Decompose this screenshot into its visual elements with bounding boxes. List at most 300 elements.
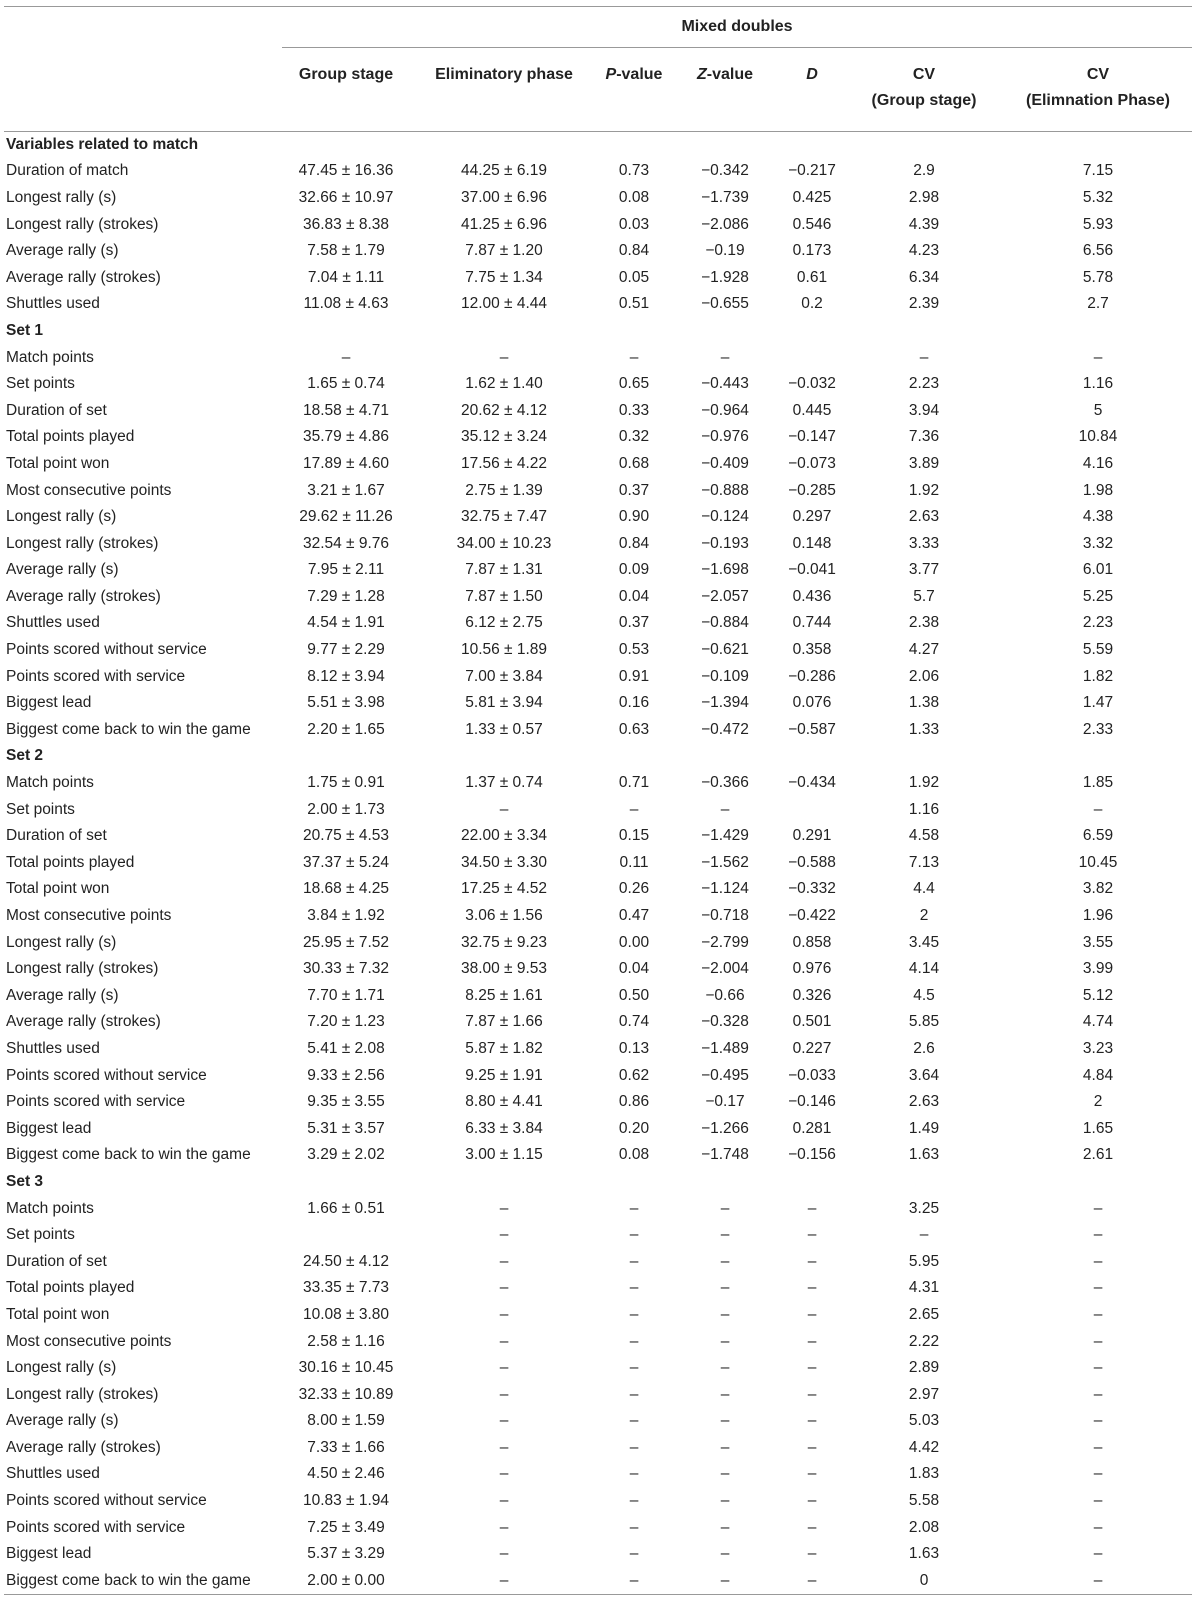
row-label: Longest rally (strokes) — [6, 215, 159, 233]
table-cell: 7.87 ± 1.20 — [465, 242, 543, 260]
empty-cell — [1004, 743, 1192, 770]
table-cell: 8.00 ± 1.59 — [307, 1412, 385, 1430]
table-row — [4, 158, 1192, 185]
table-cell: 6.34 — [908, 268, 940, 286]
table-cell: – — [629, 800, 639, 818]
table-row — [4, 850, 1192, 877]
table-cell: 4.50 ± 2.46 — [307, 1465, 385, 1483]
table-row — [4, 1222, 1192, 1249]
table-cell: 0.858 — [792, 933, 832, 951]
table-cell: 4.38 — [1082, 508, 1114, 526]
empty-cell — [410, 1169, 598, 1196]
table-cell: 0.32 — [618, 428, 650, 446]
table-cell: – — [499, 1412, 509, 1430]
table-cell: −0.156 — [788, 1146, 836, 1164]
row-label: Set points — [6, 800, 75, 818]
table-cell: 2.6 — [913, 1039, 935, 1057]
table-cell: – — [629, 1465, 639, 1483]
section-header-row — [4, 1169, 1192, 1196]
empty-cell — [282, 743, 410, 770]
table-cell: 17.89 ± 4.60 — [302, 454, 390, 472]
table-cell: −2.799 — [701, 933, 749, 951]
row-label: Longest rally (s) — [6, 933, 117, 951]
row-label: Average rally (strokes) — [6, 268, 161, 286]
empty-cell — [670, 743, 780, 770]
table-cell: 0.71 — [618, 774, 650, 792]
table-cell: −1.562 — [701, 853, 749, 871]
table-cell: 0.33 — [618, 401, 650, 419]
table-cell: 1.63 — [908, 1146, 940, 1164]
table-cell: – — [629, 1545, 639, 1563]
table-cell: 7.87 ± 1.50 — [465, 587, 543, 605]
table-row — [4, 477, 1192, 504]
table-cell: 2.75 ± 1.39 — [465, 481, 543, 499]
table-row — [4, 823, 1192, 850]
table-cell: 0.15 — [618, 827, 650, 845]
table-cell: 0.173 — [792, 242, 832, 260]
table-cell: −0.434 — [788, 774, 836, 792]
row-label: Most consecutive points — [6, 907, 172, 925]
row-label: Longest rally (s) — [6, 188, 117, 206]
table-cell: 2.39 — [908, 295, 940, 313]
table-cell: −0.621 — [701, 641, 749, 659]
table-cell: 0.08 — [618, 1146, 650, 1164]
table-cell: – — [780, 1568, 844, 1595]
table-cell: 0.976 — [792, 960, 832, 978]
row-label: Points scored without service — [6, 641, 207, 659]
table-row — [4, 956, 1192, 983]
table-cell: – — [807, 1332, 817, 1350]
table-cell: −0.146 — [788, 1093, 836, 1111]
table-cell: −0.19 — [705, 242, 745, 260]
table-cell: – — [807, 1545, 817, 1563]
table-cell: 1.16 — [1082, 375, 1114, 393]
row-label: Duration of set — [6, 401, 107, 419]
table-cell: – — [1093, 1518, 1103, 1536]
table-cell: 3.33 — [908, 534, 940, 552]
table-cell: 2.20 ± 1.65 — [307, 720, 385, 738]
table-cell: – — [720, 1385, 730, 1403]
empty-cell — [410, 132, 598, 159]
table-row — [4, 530, 1192, 557]
table-cell: – — [720, 1279, 730, 1297]
row-label: Longest rally (strokes) — [6, 1385, 159, 1403]
table-row — [4, 1408, 1192, 1435]
table-row — [4, 1541, 1192, 1568]
table-row — [4, 903, 1192, 930]
table-cell: – — [1093, 1412, 1103, 1430]
row-label: Longest rally (strokes) — [6, 960, 159, 978]
table-cell: 37.00 ± 6.96 — [460, 188, 548, 206]
table-row — [4, 211, 1192, 238]
empty-cell — [670, 318, 780, 345]
table-cell: −2.086 — [701, 215, 749, 233]
table-cell: 9.33 ± 2.56 — [307, 1066, 385, 1084]
table-cell: 4.14 — [908, 960, 940, 978]
table-cell: 41.25 ± 6.96 — [460, 215, 548, 233]
table-row — [4, 584, 1192, 611]
row-label: Average rally (s) — [6, 1412, 119, 1430]
table-cell: 4.16 — [1082, 454, 1114, 472]
row-label: Points scored with service — [6, 1518, 186, 1536]
table-cell: 7.87 ± 1.31 — [465, 561, 543, 579]
row-label: Average rally (s) — [6, 242, 119, 260]
table-cell: 2.61 — [1082, 1146, 1114, 1164]
table-cell: – — [1093, 1305, 1103, 1323]
table-cell: – — [807, 1252, 817, 1270]
table-cell: −1.429 — [701, 827, 749, 845]
col-header-group-stage: Group stage — [282, 48, 410, 132]
row-label: Total point won — [6, 454, 110, 472]
table-cell: – — [1093, 1226, 1103, 1244]
table-cell — [282, 1222, 410, 1249]
table-cell: −1.739 — [701, 188, 749, 206]
row-label: Longest rally (strokes) — [6, 534, 159, 552]
table-cell: 2.06 — [908, 667, 940, 685]
table-cell: – — [670, 1568, 780, 1595]
table-cell: 5.51 ± 3.98 — [307, 694, 385, 712]
table-cell: 18.58 ± 4.71 — [302, 401, 390, 419]
table-cell: 44.25 ± 6.19 — [460, 162, 548, 180]
table-cell: 0.53 — [618, 641, 650, 659]
table-cell: – — [1004, 1568, 1192, 1595]
empty-cell — [670, 1169, 780, 1196]
table-cell: – — [499, 348, 509, 366]
row-label: Biggest lead — [6, 1119, 92, 1137]
table-cell: 1.92 — [908, 774, 940, 792]
table-row — [4, 397, 1192, 424]
table-cell: 3.84 ± 1.92 — [307, 907, 385, 925]
col-header-cv-group: CV (Group stage) — [844, 48, 1004, 132]
table-cell: – — [807, 1492, 817, 1510]
row-label: Average rally (s) — [6, 986, 119, 1004]
table-cell: 32.75 ± 9.23 — [460, 933, 548, 951]
table-row — [4, 610, 1192, 637]
col-header-p-value: P-value — [598, 48, 670, 132]
table-cell: 5.81 ± 3.94 — [465, 694, 543, 712]
table-cell: 3.23 — [1082, 1039, 1114, 1057]
table-cell: 0.47 — [618, 907, 650, 925]
row-label: Biggest come back to win the game — [6, 720, 251, 738]
section-title: Set 1 — [6, 321, 44, 339]
table-row — [4, 1115, 1192, 1142]
table-row — [4, 1142, 1192, 1169]
table-cell: 1.47 — [1082, 694, 1114, 712]
table-cell: – — [1093, 1332, 1103, 1350]
table-cell: – — [499, 1438, 509, 1456]
table-cell: 3.45 — [908, 933, 940, 951]
table-cell: 4.84 — [1082, 1066, 1114, 1084]
table-cell: 3.29 ± 2.02 — [307, 1146, 385, 1164]
table-cell: 2.63 — [908, 1093, 940, 1111]
table-cell: 4.74 — [1082, 1013, 1114, 1031]
table-cell: −0.366 — [701, 774, 749, 792]
table-cell: −1.698 — [701, 561, 749, 579]
row-label: Points scored with service — [6, 1093, 186, 1111]
empty-cell — [1004, 1169, 1192, 1196]
table-cell: – — [629, 1518, 639, 1536]
table-cell: −0.587 — [788, 720, 836, 738]
table-row — [4, 1328, 1192, 1355]
table-cell: – — [720, 1199, 730, 1217]
table-cell: – — [629, 1305, 639, 1323]
table-cell: 30.16 ± 10.45 — [298, 1359, 394, 1377]
table-cell: 37.37 ± 5.24 — [302, 853, 390, 871]
table-cell: 0.281 — [792, 1119, 832, 1137]
table-cell: – — [629, 1226, 639, 1244]
table-cell: – — [720, 1412, 730, 1430]
empty-cell — [282, 1169, 410, 1196]
table-cell: 7.13 — [908, 853, 940, 871]
table-cell: 7.70 ± 1.71 — [307, 986, 385, 1004]
table-cell: 7.20 ± 1.23 — [307, 1013, 385, 1031]
table-cell: −0.193 — [701, 534, 749, 552]
table-cell: – — [1093, 1385, 1103, 1403]
table-cell: – — [919, 348, 929, 366]
table-cell: 0.148 — [792, 534, 832, 552]
empty-cell — [282, 132, 410, 159]
empty-cell — [844, 132, 1004, 159]
table-row — [4, 983, 1192, 1010]
table-cell: 0.50 — [618, 986, 650, 1004]
section-header-row — [4, 132, 1192, 159]
table-cell: −0.332 — [788, 880, 836, 898]
table-cell: – — [629, 1332, 639, 1350]
table-cell: – — [1093, 1252, 1103, 1270]
table-cell: 0.04 — [618, 587, 650, 605]
table-row — [4, 637, 1192, 664]
table-cell: 1.83 — [908, 1465, 940, 1483]
table-cell: −0.655 — [701, 295, 749, 313]
table-cell: 18.68 ± 4.25 — [302, 880, 390, 898]
table-cell: 0.04 — [618, 960, 650, 978]
table-cell: – — [499, 1199, 509, 1217]
table-cell: 0.68 — [618, 454, 650, 472]
row-label: Shuttles used — [6, 295, 100, 313]
col-header-cv-elimination: CV (Elimnation Phase) — [1004, 48, 1192, 132]
table-cell: – — [499, 1359, 509, 1377]
table-cell: 10.45 — [1078, 853, 1118, 871]
table-cell: −1.489 — [701, 1039, 749, 1057]
table-row — [4, 690, 1192, 717]
table-cell: – — [919, 1226, 929, 1244]
table-row — [4, 504, 1192, 531]
table-cell: 30.33 ± 7.32 — [302, 960, 390, 978]
table-cell: 10.56 ± 1.89 — [460, 641, 548, 659]
table-cell: 5.59 — [1082, 641, 1114, 659]
table-cell: – — [499, 1385, 509, 1403]
table-cell: 4.4 — [913, 880, 935, 898]
table-cell: 0.227 — [792, 1039, 832, 1057]
table-cell: 6.33 ± 3.84 — [465, 1119, 543, 1137]
table-cell: 0.16 — [618, 694, 650, 712]
table-cell: −0.342 — [701, 162, 749, 180]
table-cell: −0.884 — [701, 614, 749, 632]
table-cell: 0.05 — [618, 268, 650, 286]
row-label: Shuttles used — [6, 1465, 100, 1483]
table-cell: −0.328 — [701, 1013, 749, 1031]
table-cell: 0.86 — [618, 1093, 650, 1111]
empty-cell — [598, 132, 670, 159]
table-cell: −0.041 — [788, 561, 836, 579]
table-cell: −0.472 — [701, 720, 749, 738]
table-cell: – — [629, 1359, 639, 1377]
table-cell: 3.82 — [1082, 880, 1114, 898]
table-cell: 2.63 — [908, 508, 940, 526]
table-cell: 0.73 — [618, 162, 650, 180]
empty-cell — [780, 1169, 844, 1196]
table-row — [4, 264, 1192, 291]
table-cell: 2.98 — [908, 188, 940, 206]
table-cell — [780, 344, 844, 371]
col-header-d: D — [780, 48, 844, 132]
table-cell: – — [807, 1465, 817, 1483]
section-header-row — [4, 743, 1192, 770]
table-row — [4, 1488, 1192, 1515]
table-cell: 1.63 — [908, 1545, 940, 1563]
header-corner — [4, 7, 282, 48]
table-cell: 3.94 — [908, 401, 940, 419]
table-cell: 2.97 — [908, 1385, 940, 1403]
table-cell: −0.124 — [701, 508, 749, 526]
table-cell: – — [720, 1492, 730, 1510]
table-cell: – — [629, 1199, 639, 1217]
table-cell: 2.00 ± 1.73 — [307, 800, 385, 818]
table-cell: 1.37 ± 0.74 — [465, 774, 543, 792]
table-row — [4, 371, 1192, 398]
empty-cell — [844, 1169, 1004, 1196]
group-header: Mixed doubles — [282, 7, 1192, 48]
table-cell: – — [1093, 1465, 1103, 1483]
row-label: Total point won — [6, 880, 110, 898]
table-cell: 35.12 ± 3.24 — [460, 428, 548, 446]
table-cell: 0.90 — [618, 508, 650, 526]
table-cell: – — [807, 1438, 817, 1456]
table-row — [4, 1195, 1192, 1222]
table-cell: −2.004 — [701, 960, 749, 978]
table-cell: – — [807, 1226, 817, 1244]
table-cell: −0.217 — [788, 162, 836, 180]
table-cell: 32.54 ± 9.76 — [302, 534, 390, 552]
table-cell: – — [807, 1199, 817, 1217]
table-cell: 0.37 — [618, 614, 650, 632]
table-cell: 0.297 — [792, 508, 832, 526]
table-cell: 1.16 — [908, 800, 940, 818]
row-label: Shuttles used — [6, 1039, 100, 1057]
col-header-eliminatory-phase: Eliminatory phase — [410, 48, 598, 132]
table-row — [4, 344, 1192, 371]
table-row — [4, 663, 1192, 690]
table-cell: 7.33 ± 1.66 — [307, 1438, 385, 1456]
table-cell: 20.75 ± 4.53 — [302, 827, 390, 845]
table-cell: 0.291 — [792, 827, 832, 845]
table-cell: – — [499, 800, 509, 818]
table-cell: 9.35 ± 3.55 — [307, 1093, 385, 1111]
table-cell: 10.08 ± 3.80 — [302, 1305, 390, 1323]
table-cell: 10.84 — [1078, 428, 1118, 446]
table-row — [4, 451, 1192, 478]
table-cell: −0.976 — [701, 428, 749, 446]
table-cell: 0.51 — [618, 295, 650, 313]
table-cell: 0.09 — [618, 561, 650, 579]
table-cell: 0 — [844, 1568, 1004, 1595]
table-cell: 0.546 — [792, 215, 832, 233]
table-row — [4, 424, 1192, 451]
table-cell: – — [410, 1568, 598, 1595]
empty-cell — [282, 318, 410, 345]
table-cell: 4.42 — [908, 1438, 940, 1456]
table-cell: 4.39 — [908, 215, 940, 233]
table-cell: – — [1093, 1492, 1103, 1510]
table-row — [4, 557, 1192, 584]
row-label: Duration of set — [6, 827, 107, 845]
row-label: Average rally (strokes) — [6, 587, 161, 605]
table-cell: 5.31 ± 3.57 — [307, 1119, 385, 1137]
empty-cell — [670, 132, 780, 159]
table-row — [4, 1275, 1192, 1302]
table-cell: – — [807, 1385, 817, 1403]
table-row — [4, 1355, 1192, 1382]
col-header-z-value: Z-value — [670, 48, 780, 132]
table-cell: 2.00 ± 0.00 — [282, 1568, 410, 1595]
table-cell: 7.25 ± 3.49 — [307, 1518, 385, 1536]
table-cell: – — [629, 348, 639, 366]
table-cell: 0.13 — [618, 1039, 650, 1057]
table-cell: −0.033 — [788, 1066, 836, 1084]
table-cell: – — [629, 1252, 639, 1270]
table-cell: 47.45 ± 16.36 — [298, 162, 394, 180]
table-cell: – — [1093, 1199, 1103, 1217]
table-cell: 17.56 ± 4.22 — [460, 454, 548, 472]
table-cell: 1.66 ± 0.51 — [307, 1199, 385, 1217]
empty-cell — [780, 743, 844, 770]
row-label: Longest rally (s) — [6, 508, 117, 526]
table-cell: 0.501 — [792, 1013, 832, 1031]
table-cell: 2.58 ± 1.16 — [307, 1332, 385, 1350]
table-cell: 8.12 ± 3.94 — [307, 667, 385, 685]
table-body — [4, 132, 1192, 1595]
table-row — [4, 1514, 1192, 1541]
empty-cell — [598, 743, 670, 770]
table-row — [4, 1302, 1192, 1329]
table-cell: 34.00 ± 10.23 — [456, 534, 552, 552]
table-cell: 8.25 ± 1.61 — [465, 986, 543, 1004]
section-title: Set 3 — [6, 1172, 44, 1190]
table-cell: 3.21 ± 1.67 — [307, 481, 385, 499]
table-cell: 5.32 — [1082, 188, 1114, 206]
table-cell: 2.08 — [908, 1518, 940, 1536]
table-row — [4, 770, 1192, 797]
table-cell: 1.96 — [1082, 907, 1114, 925]
table-cell: – — [1093, 1438, 1103, 1456]
table-cell: 2.65 — [908, 1305, 940, 1323]
table-cell: 8.80 ± 4.41 — [465, 1093, 543, 1111]
table-cell: – — [720, 1332, 730, 1350]
table-cell: 4.58 — [908, 827, 940, 845]
table-cell: 7.95 ± 2.11 — [307, 561, 385, 579]
table-cell: – — [720, 800, 730, 818]
table-cell: – — [341, 348, 351, 366]
table-row — [4, 717, 1192, 744]
table-cell: 0.445 — [792, 401, 832, 419]
table-cell: 7.29 ± 1.28 — [307, 587, 385, 605]
table-cell: 0.74 — [618, 1013, 650, 1031]
table-cell: – — [598, 1568, 670, 1595]
row-label: Average rally (s) — [6, 561, 119, 579]
table-cell: – — [720, 1359, 730, 1377]
table-cell: 22.00 ± 3.34 — [460, 827, 548, 845]
table-cell: 0.61 — [796, 268, 828, 286]
